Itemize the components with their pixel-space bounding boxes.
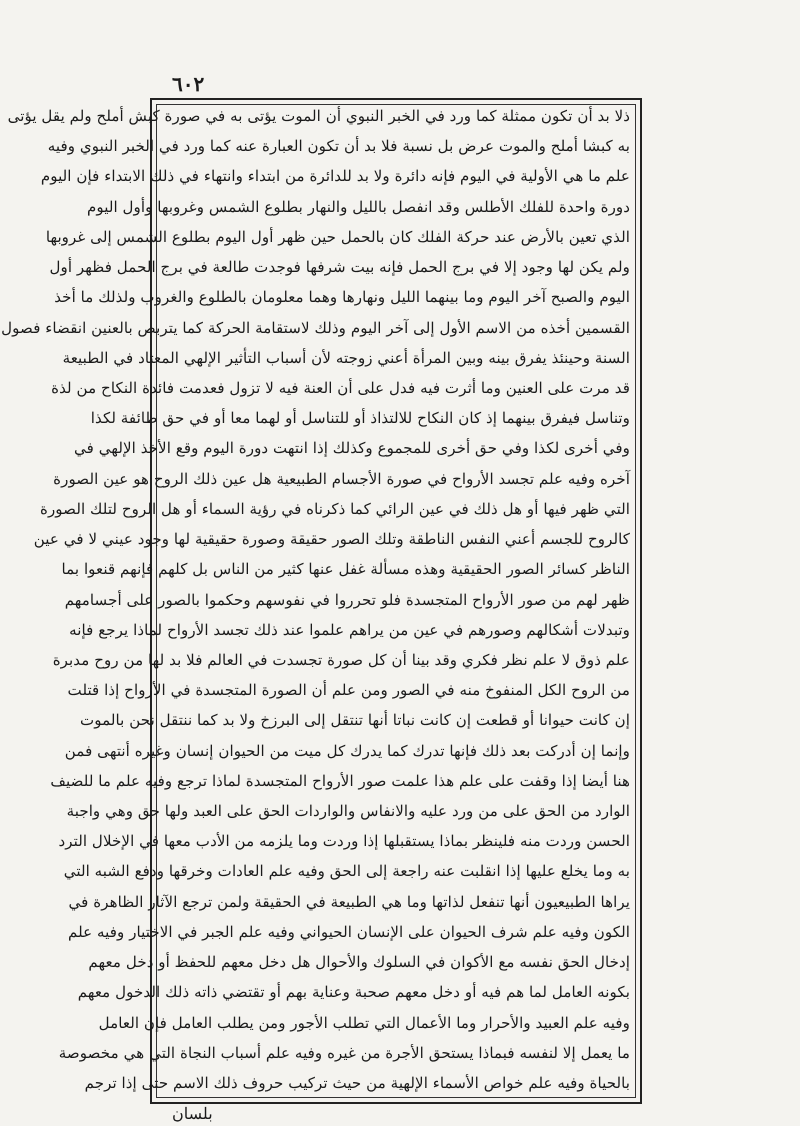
text-line: بالحياة وفيه علم خواص الأسماء الإلهية من حيث تركيب حروف ذلك الاسم حتى إذا ترجم [84, 1074, 630, 1092]
text-line: القسمين أخذه من الاسم الأول إلى آخر اليوم وذلك لاستقامة الحركة كما يتربص بالعنين انقضاء فصول [1, 318, 630, 337]
text-line: إن كانت حيوانا أو قطعت إن كانت نباتا أنها تنتقل إلى البرزخ ولا بد كما ننتقل نحن بالموت [79, 711, 630, 730]
catchword: بلسان [172, 1104, 213, 1123]
text-line: علم ما هي الأولية في اليوم فإنه دائرة ولا بد للدائرة من ابتداء وانتهاء في ذلك الابتداء فإن اليوم [40, 167, 630, 186]
text-line: هنا أيضا إذا وقفت على علم هذا علمت صور الأرواح المتجسدة لماذا ترجع وفيه علم ما للضيف [50, 771, 630, 790]
text-line: به وما يخلع عليها إذا انقلبت عنه راجعة إلى الحق وفيه علم العادات وخرقها ودفع الشبه التي [63, 862, 630, 881]
text-block [1, 103, 630, 1096]
text-line: وتناسل فيفرق بينهما إذ كان النكاح للالتذاذ أو للتناسل أو لهما معا أو في حق طائفة لكذا [90, 409, 630, 428]
text-line: كالروح للجسم أعني النفس الناطقة وتلك الصور حقيقة وصورة حقيقية لها وجود عيني لا في عين [33, 530, 630, 549]
text-line: ظهر لهم من صور الأرواح المتجسدة فلو تحرروا في نفوسهم وحكموا بالصور على أجسامهم [64, 590, 630, 609]
text-line: به كبشا أملح والموت عرض بل نسبة فلا بد أن تكون العبارة عنه كما ورد في الخبر النبوي وفيه [47, 137, 630, 156]
text-line: اليوم والصبح آخر اليوم وما بينهما الليل ونهارها وهما معلومان بالطلوع والغروب ولذلك ما أخذ [54, 288, 630, 307]
text-line: من الروح الكل المنفوخ منه في الصور ومن علم أن الصورة المتجسدة في الأرواح إذا قتلت [67, 681, 630, 700]
text-line: علم ذوق لا علم نظر فكري وقد بينا أن كل صورة تجسدت في العالم فلا بد لها من روح مدبرة [52, 650, 630, 669]
text-line: الحسن وردت منه فلينظر بماذا يستقبلها إذا وردت وما يلزمه من الأدب معها في الإخلال الترد [58, 832, 630, 851]
text-line: وفي أخرى لكذا وفي حق أخرى للمجموع وكذلك إذا انتهت دورة اليوم وقع الأخذ الإلهي في [73, 439, 630, 458]
text-line: إدخال الحق نفسه مع الأكوان في السلوك والأحوال هل دخل معهم للحفظ أو دخل معهم [88, 953, 630, 972]
text-line: الوارد من الحق على من ورد عليه والانفاس والواردات الحق على العبد ولها حق وهي واجبة [66, 802, 630, 821]
text-line: ولم يكن لها وجود إلا في برج الحمل فإنه بيت شرفها فوجدت طالعة في برج الحمل فظهر أول [49, 258, 630, 277]
text-line: التي ظهر فيها أو هل ذلك في عين الرائي كما ذكرناه في رؤية السماء أو هل الروح لتلك الصورة [40, 499, 630, 518]
text-line: يراها الطبيعيون أنها تنفعل لذاتها وما هي الطبيعة في الحقيقة ولمن ترجع الآثار الظاهرة في [68, 892, 630, 911]
text-line: الذي تعين بالأرض عند حركة الفلك كان بالحمل حين ظهر أول اليوم بطلوع الشمس إلى غروبها [45, 227, 630, 246]
text-line: دورة واحدة للفلك الأطلس وقد انفصل بالليل والنهار بطلوع الشمس وغروبها وأول اليوم [86, 197, 630, 216]
text-line: وفيه علم العبيد والأحرار وما الأعمال التي تطلب الأجور ومن يطلب العامل فإن العامل [98, 1013, 630, 1032]
page-number: ٦٠٢ [172, 72, 205, 96]
text-line: وتبدلات أشكالهم وصورهم في عين من يراهم علموا عند ذلك تجسد الأرواح لماذا يرجع فإنه [69, 620, 630, 639]
text-line: ما يعمل إلا لنفسه فبماذا يستحق الأجرة من غيره وفيه علم أسباب النجاة التي هي مخصوصة [58, 1043, 630, 1062]
text-line: الناظر كسائر الصور الحقيقية وهذه مسألة غفل عنها كثير من الناس بل كلهم فإنهم قنعوا بما [61, 560, 630, 579]
text-line: السنة وحينئذ يفرق بينه وبين المرأة أعني زوجته لأن أسباب التأثير الإلهي المعتاد في الطبيعة [62, 348, 630, 367]
text-line: ذلا بد أن تكون ممثلة كما ورد في الخبر النبوي أن الموت يؤتى به في صورة كبش أملح ولم يقل يؤتى [7, 107, 630, 125]
text-line: الكون وفيه علم شرف الحيوان على الإنسان الحيواني وفيه علم الجبر في الاختيار وفيه علم [68, 922, 630, 941]
text-line: وإنما إن أدركت بعد ذلك فإنها تدرك كما يدرك كل ميت من الحيوان إنسان وغيره أنتهى فمن [64, 741, 630, 760]
text-line: بكونه العامل لما هم فيه أو دخل معهم صحبة وعناية بهم أو تقتضي ذاته ذلك الدخول معهم [77, 983, 630, 1002]
text-line: قد مرت على العنين وما أثرت فيه فدل على أن العنة فيه لا تزول فعدمت فائدة النكاح من لذة [51, 378, 630, 397]
text-line: آخره وفيه علم تجسد الأرواح في صورة الأجسام الطبيعية هل عين ذلك الروح هو عين الصورة [53, 469, 630, 488]
